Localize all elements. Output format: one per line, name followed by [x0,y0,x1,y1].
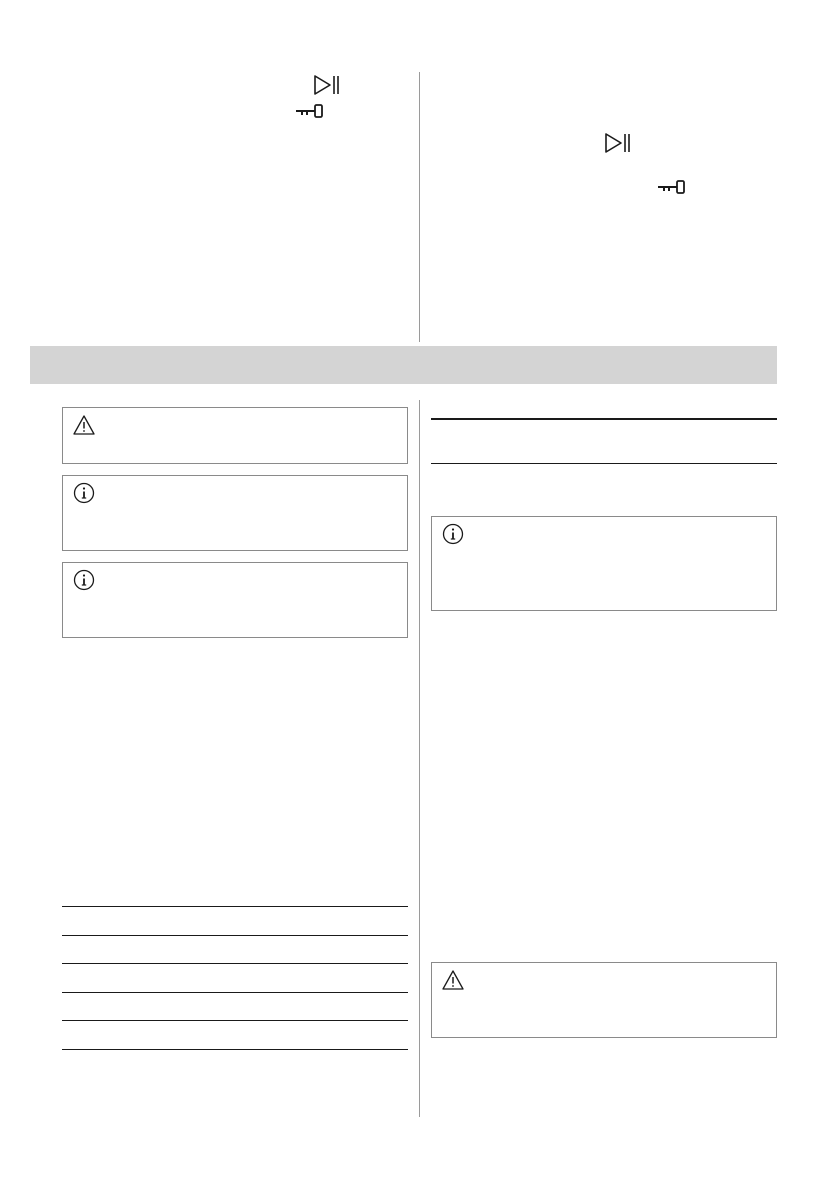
table-row-rule [62,906,408,907]
subheading-top-rule [431,418,777,420]
column-divider-bottom [419,400,420,1117]
table-row-rule [62,992,408,993]
warning-icon [73,414,95,436]
warning-icon [442,969,464,991]
info-icon [442,523,464,545]
column-divider-top [419,72,420,342]
table-row-rule [62,935,408,936]
section-heading-band [30,346,777,384]
table-row-rule [62,1049,408,1050]
warning-box [62,407,408,464]
table-row-rule [62,1020,408,1021]
warning-box [431,962,777,1038]
info-icon [73,569,95,591]
info-box [62,562,408,638]
table-row-rule [62,963,408,964]
info-icon [73,482,95,504]
info-box [62,475,408,551]
play-pause-icon [604,132,632,154]
play-pause-icon [313,74,341,96]
subheading-bottom-rule [431,463,777,464]
key-lock-icon [295,103,325,119]
info-box [431,516,777,611]
key-lock-icon [657,179,687,195]
